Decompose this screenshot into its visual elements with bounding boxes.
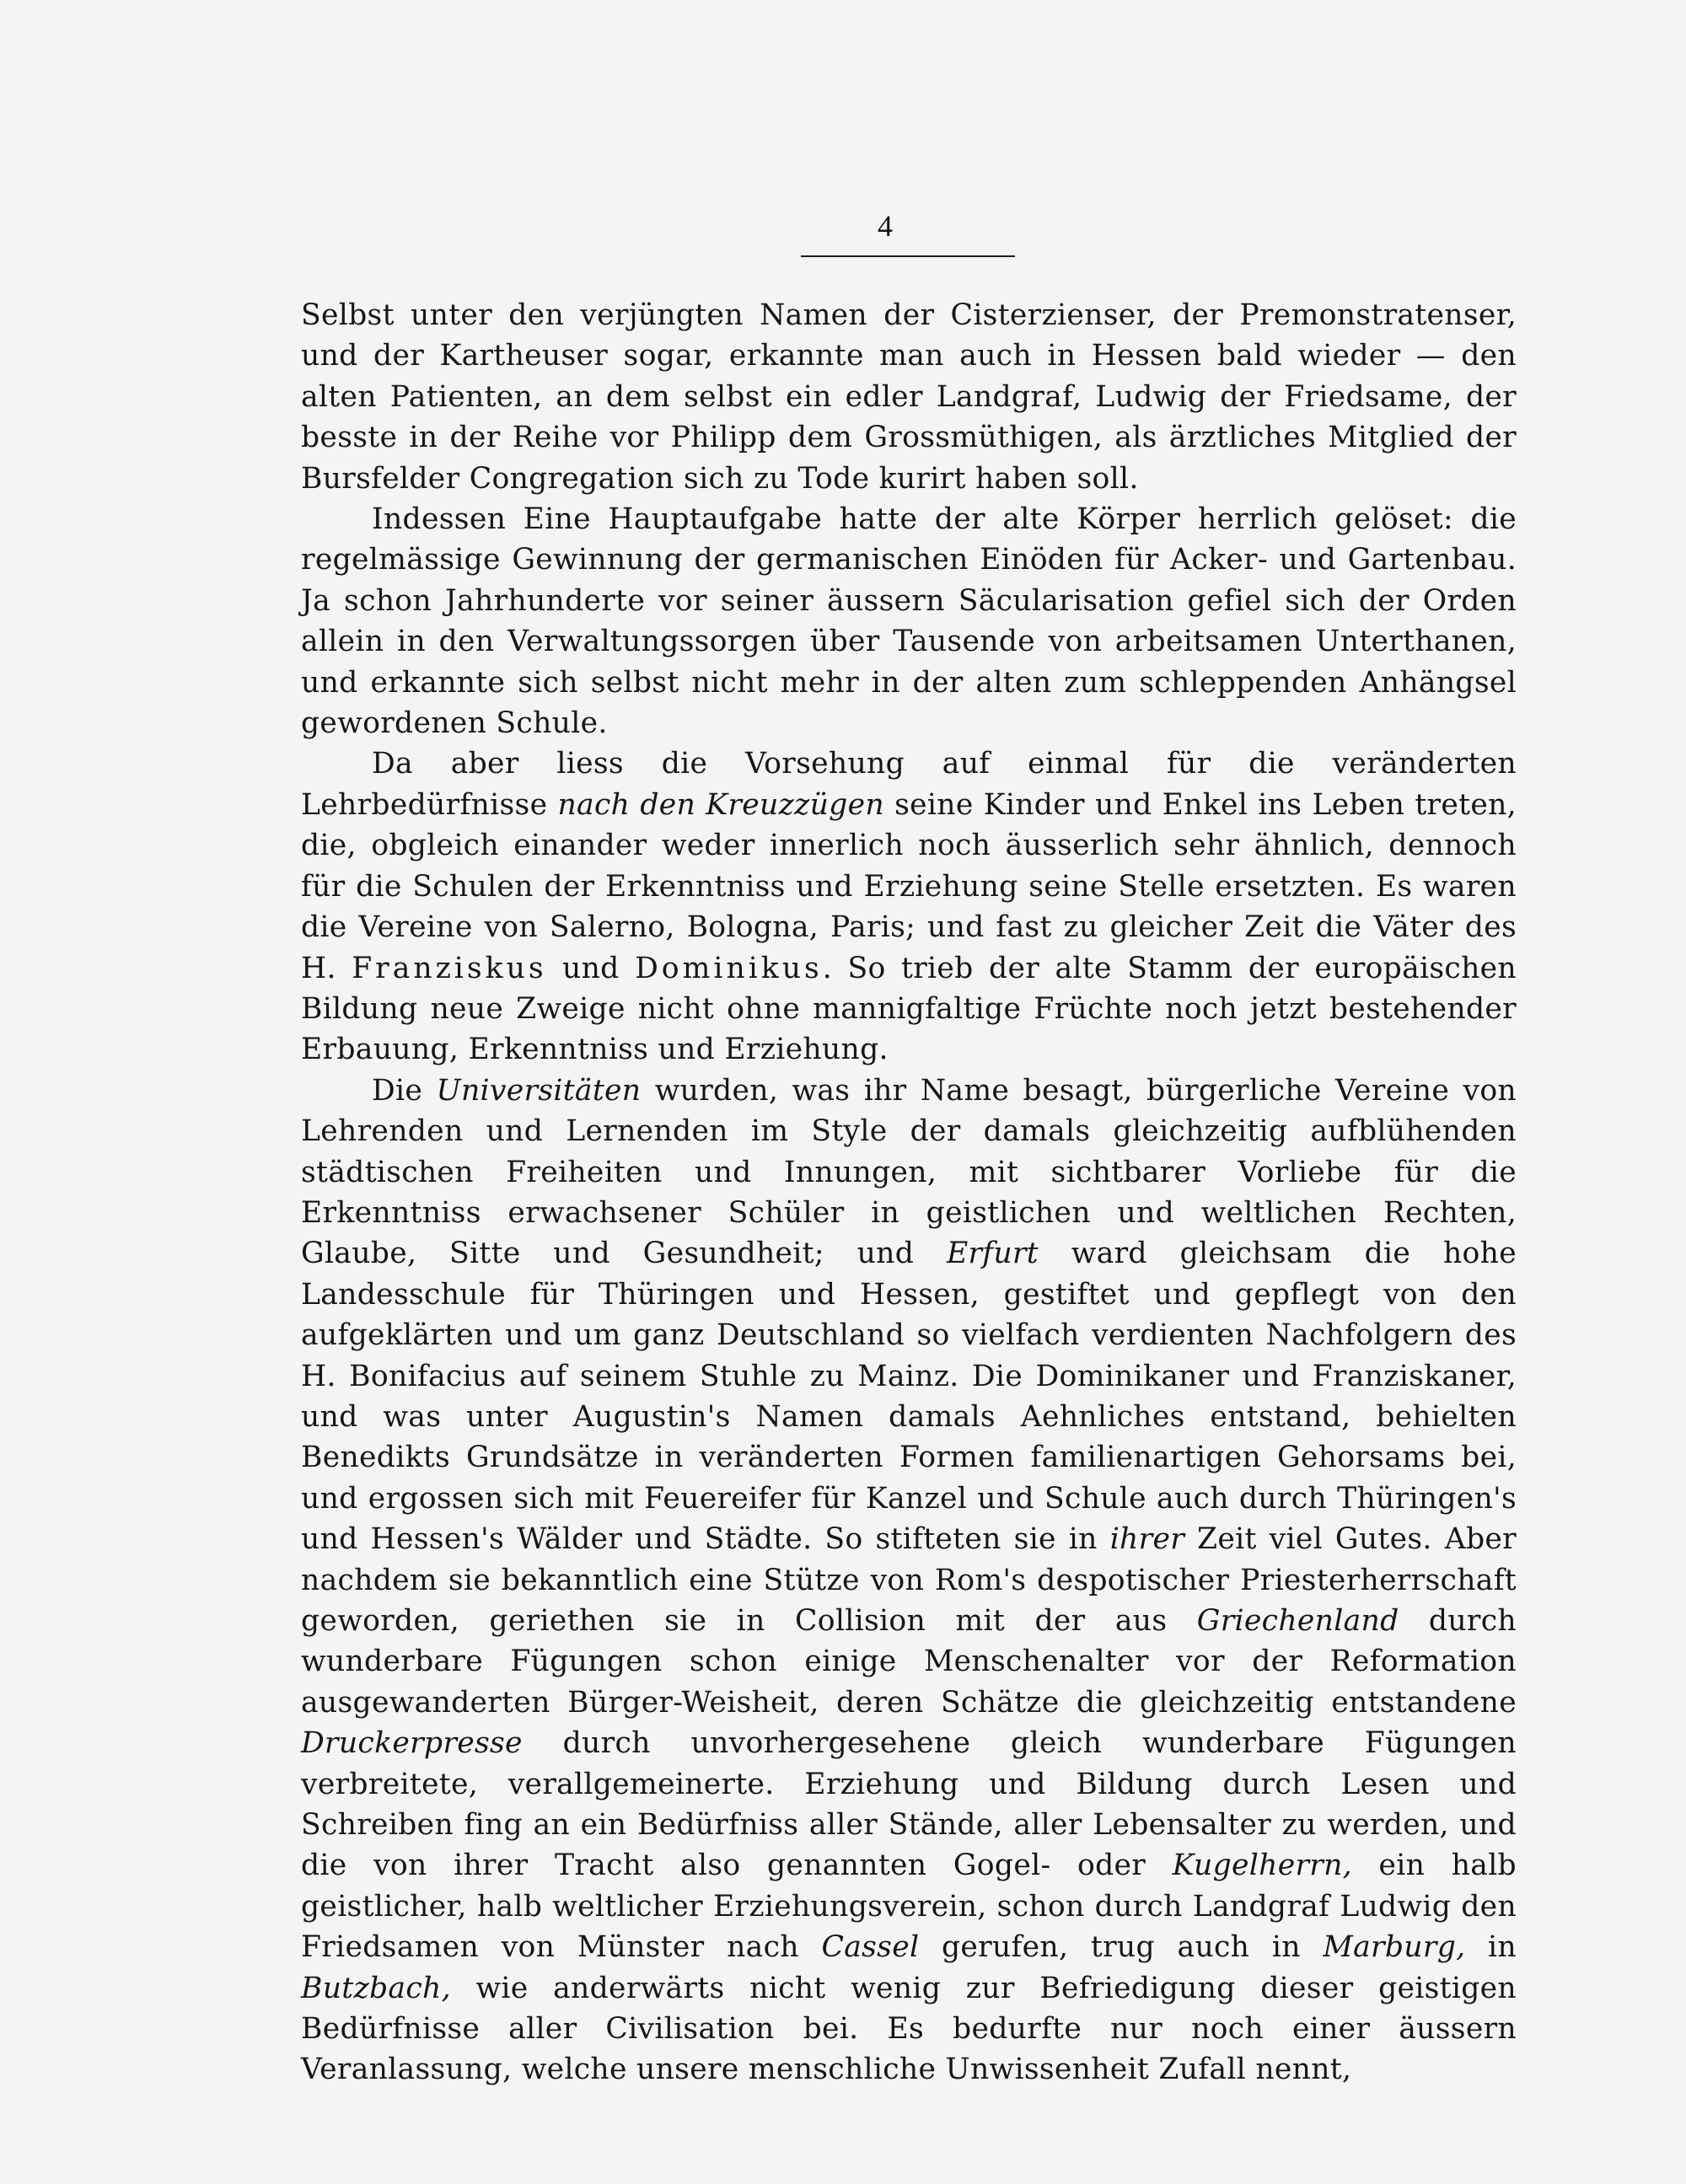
italic-term: Universitäten — [436, 1073, 642, 1108]
text-run: Die — [372, 1073, 437, 1108]
italic-term: Griechenland — [1196, 1604, 1399, 1638]
text-run: in — [1465, 1930, 1517, 1965]
text-run: gerufen, trug auch in — [919, 1930, 1324, 1965]
spaced-name: Dominikus — [635, 951, 823, 985]
text-run: Indessen Eine Hauptaufgabe hatte der alte Körper herrlich gelöset: die regelmässige Gewinnung der germanischen Einöden für Acker- und Gartenbau. Ja schon Jahrhunderte vor seiner äussern Säcularisation gefiel sich der Orden allein in den Verwaltungssorgen über Tausende von arbeitsamen Unterthanen, und erkannte sich selbst nicht mehr in der alten zum schleppenden Anhängsel gewordenen Schule. — [301, 502, 1517, 741]
text-run: durch wunderbare Fügungen schon einige Menschenalter vor der Reformation ausgewanderten Bürger-Weisheit, deren Schätze die gleichzeitig entstandene — [301, 1604, 1517, 1720]
italic-term: Butzbach, — [301, 1971, 451, 2005]
paragraph-4 — [301, 1071, 1517, 2090]
text-run: Da aber liess die Vorsehung auf einmal für die veränderten Lehrbedürfnisse — [301, 747, 1517, 822]
paragraph-3 — [301, 743, 1517, 1070]
text-run: ward gleichsam die hohe Landesschule für Thüringen und Hessen, gestiftet und gepflegt von den aufgeklärten und um ganz Deutschland so vielfach verdienten Nachfolgern des H. Bonifacius auf seinem Stuhle zu Mainz. Die Dominikaner und Franziskaner, und was unter Augustin's Namen damals Aehnliches entstand, behielten Benedikts Grundsätze in veränderten Formen familienartigen Gehorsams bei, und ergossen sich mit Feuereifer für Kanzel und Schule auch durch Thüringen's und Hessen's Wälder und Städte. So stifteten sie in — [301, 1237, 1517, 1557]
paragraph-2 — [301, 499, 1517, 743]
italic-term: nach den Kreuzzügen — [557, 787, 884, 822]
text-run: Selbst unter den verjüngten Namen der Cisterzienser, der Premonstratenser, und der Kartheuser sogar, erkannte man auch in Hessen bald wieder — den alten Patienten, an dem selbst ein edler Landgraf, Ludwig der Friedsame, der besste in der Reihe vor Philipp dem Grossmüthigen, als ärztliches Mitglied der Bursfelder Congregation sich zu Tode kurirt haben soll. — [301, 298, 1517, 496]
italic-term: Kugelherrn, — [1172, 1849, 1352, 1883]
text-run: wurden, was ihr Name besagt, bürgerliche Vereine von Lehrenden und Lernenden im Style der damals gleichzeitig aufblühenden städtischen Freiheiten und Innungen, mit sichtbarer Vorliebe für die Erkenntniss erwachsener Schüler in geistlichen und weltlichen Rechten, Glaube, Sitte und Gesundheit; und — [301, 1073, 1517, 1271]
text-run: ein halb geistlicher, halb weltlicher Erziehungsverein, schon durch Landgraf Ludwig den Friedsamen von Münster nach — [301, 1849, 1517, 1965]
italic-term: ihrer — [1109, 1522, 1185, 1557]
spaced-name: Franziskus — [352, 951, 547, 985]
text-run: wie anderwärts nicht wenig zur Befriedigung dieser geistigen Bedürfnisse aller Civilisation bei. Es bedurfte nur noch einer äussern Veranlassung, welche unsere menschliche Unwissenheit Zufall nennt, — [301, 1971, 1517, 2087]
header-rule — [801, 255, 1015, 257]
body-text — [301, 295, 1517, 2090]
italic-term: Erfurt — [946, 1237, 1039, 1271]
italic-term: Cassel — [821, 1930, 920, 1965]
text-run: und — [546, 951, 636, 985]
text-run: seine Kinder und Enkel ins Leben treten, die, obgleich einander weder innerlich noch äusserlich sehr ähnlich, dennoch für die Schulen der Erkenntniss und Erziehung seine Stelle ersetzten. Es waren die Vereine von Salerno, Bologna, Paris; und fast zu gleicher Zeit die Väter des H. — [301, 787, 1517, 985]
paragraph-1 — [301, 295, 1517, 499]
text-run: durch unvorhergesehene gleich wunderbare Fügungen verbreitete, verallgemeinerte. Erziehung und Bildung durch Lesen und Schreiben fing an ein Bedürfniss aller Stände, aller Lebensalter zu werden, und die von ihrer Tracht also genannten Gogel- oder — [301, 1726, 1517, 1883]
text-run: Zeit viel Gutes. Aber nachdem sie bekanntlich eine Stütze von Rom's despotischer Priesterherrschaft geworden, geriethen sie in Collision mit der aus — [301, 1522, 1517, 1638]
italic-term: Druckerpresse — [301, 1726, 523, 1761]
italic-term: Marburg, — [1323, 1930, 1466, 1965]
text-run: . So trieb der alte Stamm der europäischen Bildung neue Zweige nicht ohne mannigfaltige Früchte noch jetzt bestehender Erbauung, Erkenntniss und Erziehung. — [301, 951, 1517, 1067]
page-number: 4 — [878, 209, 893, 243]
